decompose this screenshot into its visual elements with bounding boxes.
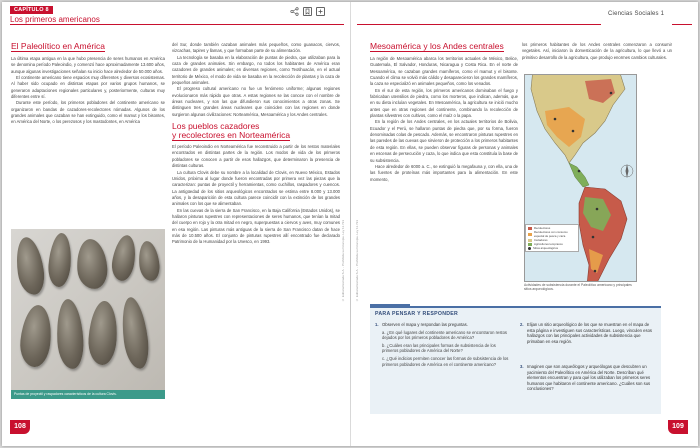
paragraph: La cultura Clovis debe su nombre a la localidad de Clovis, en Nuevo México, Estados Unidos, próxima al lugar donde fueron encontradas por primera vez las piezas que la caracterizan: puntas de proyectil y herramientas, como cuchillos, raspadores y cuencos. La antigüedad de los sitios arqueológicos encontrados se estima entre 8.000 y 13.000 años, y la desaparición de esta cultura parece coincidir con la extinción de los grandes animales con los que se alimentaban. [172,169,340,207]
photo-caption: Puntas de proyectil y raspadores característicos de la cultura Clovis. [11,390,165,399]
stone-tools-photo [11,229,165,390]
book-spread [2,2,698,446]
legend-item: Agricultores tempranos [528,242,576,246]
paragraph: Hace alrededor de 6000 a. C., se extinguió la megafauna y, con ella, una de las fuentes de proteínas más importantes para la alimentación. En este momento, [370,163,518,182]
activity-box [370,306,661,414]
bookmark-icon[interactable] [303,7,312,16]
legend-item: Cazadores [528,238,576,242]
paragraph: En las cuevas de la sierra de San Francisco, en la Baja California (Estados Unidos), se hallaron pinturas rupestres con representaciones de seres humanos, que tenían la mitad del cuerpo en rojo y la otra mitad en negro, superpuestas a ciervos y aves, muy comunes en esa región. Las pinturas más antiguas de la sierra de San Francisco datan de hace más de 10.500 años. El conjunto de pinturas rupestres allí encontrado fue declarado Patrimonio de la Humanidad por la Unesco, en 1993. [172,207,340,245]
section-title: Los pueblos cazadores y recolectores en Norteamérica [172,121,291,141]
stone-point [18,304,54,369]
right-column-1 [370,42,518,183]
paragraph: En la región de los Andes centrales, en los actuales territorios de Bolivia, Ecuador y el Perú, se hallaron puntas de piedra que, por su forma, fueron denominadas colas de pescado. Además, se encontraron pinturas rupestres en las paredes de las cuevas que sirvieron de protección a los primeros habitantes de esta región. En ellas, se pueden observar figuras de personas y animales en escenas de persecución y caza, lo que indica que esta constituía la base de su subsistencia. [370,119,518,163]
stone-point [119,296,152,370]
header-toolbar [290,7,325,16]
paragraph: El progreso cultural americano no fue un fenómeno uniforme; algunas regiones evolucionaron más rápido que otras. A estas regiones se las conoce con el nombre de áreas nucleares, y son las que difundieron sus conocimientos a otras zonas. Se distinguen tres grandes áreas nucleares que coinciden con las regiones en donde surgieron algunas civilizaciones: Norteamérica, Mesoamérica y los Andes centrales. [172,86,340,117]
share-icon[interactable] [290,7,299,16]
map-caption: Actividades de subsistencia durante el Paleolítico americano y principales sitios arqueológicos. [524,283,632,291]
stone-point [87,300,119,366]
paragraph: Durante este período, los primeros pobladores del continente americano se organizaron en bandas de cazadores-recolectores nómadas. Algunos de los grandes animales que cazaban se han extinguido, como el mamut y los bisontes, en América del Norte, o los perezosos y los mastodontes, en América [11,100,165,125]
stone-point [75,238,108,290]
paragraph: los primeros habitantes de los Andes centrales comenzaron a consumir vegetales. Así, iniciaron la domesticación de la agricultura, lo que llevó a un primitivo desarrollo de la agricultura, que produjo enormes cambios culturales. [522,42,672,60]
section-title: Mesoamérica y los Andes centrales [370,41,504,51]
paragraph: La tecnología se basaba en la elaboración de puntas de piedra, que utilizaban para la caza de grandes animales. Sin embargo, no todos los habitantes de América eran cazadores de grandes animales; en diversas regiones, como Teotihuacán, en el actual territorio de México, el modo de vida se basaba en la recolección de plantas y la caza de pequeños animales. [172,54,340,86]
activity-title: PARA PENSAR Y RESPONDER [375,311,459,317]
page-number-left: 108 [10,420,30,434]
paragraph: El continente americano tiene espacios muy diferentes y diversos ecosistemas. Al haber sido ocupado en distintas etapas por varios grupos humanos, se generaron adaptaciones regionales particulares y, posteriormente, culturas muy diferentes entre sí. [11,75,165,100]
legend-item: Recolectores [528,226,576,230]
paragraph: del Sur, donde también cazaban animales más pequeños, como guanacos, ciervos, vizcachas, tapires y llamas, y que formaban parte de su alimentación. [172,42,340,54]
stone-point [47,232,74,288]
stone-point [13,235,47,296]
question-3: 3. Imaginen que son arqueólogos y arqueólogas que descubren un yacimiento del Paleolítico en América del Norte. Describan qué elementos encuentran y para qué los utilizaban los primeros seres humanos que habitaron el continente americano. ¿Cuáles son sus conclusiones? [520,364,651,392]
header-rule-right [357,24,601,25]
add-icon[interactable] [316,7,325,16]
stone-point [137,240,161,282]
question-1: 1. Observen el mapa y respondan las preguntas. a. ¿En qué lugares del continente americano se encontraron restos dejados por los primeros pobladores de América? b. ¿Cuáles eran las principales formas de subsistencia de los primeros pobladores de América del Norte? c. ¿Qué indicios permiten conocer las formas de subsistencia de los primeros pobladores de América en el continente americano? [375,322,509,367]
left-column-2 [172,42,340,246]
stone-point [109,233,139,282]
paragraph: La última etapa antigua en la que hubo presencia de seres humanos en América se denomina período Paleoindio, y comenzó hace aproximadamente 13.600 años, aunque algunas investigaciones señalan su inicio hace alrededor de 50.000 años. [11,56,165,74]
page-gutter [350,2,351,446]
activity-accent [370,304,410,307]
copyright-note: © Editorial Estrada S.A. - Prohibida su fotocopia. Ley 11.723 [355,220,359,302]
left-column-1 [11,42,165,126]
header-rule-right-end [672,24,692,25]
copyright-note: © Editorial Estrada S.A. - Prohibida su fotocopia. Ley 11.723 [341,220,345,302]
chapter-title: Los primeros americanos [10,15,100,24]
map-legend [525,224,579,252]
chapter-tab: CAPÍTULO 8 [10,6,53,14]
paragraph: El período Paleoindio en Norteamérica fue reconstruido a partir de los restos materiales encontrados en distintas partes de la región. Los modos de vida de los primeros pobladores se conocen a partir de esos hallazgos, que determinaron la presencia de distintas culturas. [172,144,340,169]
stone-point [55,298,85,369]
section-title: El Paleolítico en América [11,41,106,51]
legend-item: Sitios arqueológicos [528,246,576,250]
paragraph: La región de Mesoamérica abarca los territorios actuales de México, Belice, Guatemala, El Salvador, Honduras, Nicaragua y Costa Rica. En el norte de Mesoamérica, se cazaban grandes mamíferos, como el mamut y el bisonte. Cuando el clima se volvió más cálido y desaparecieron los grandes mamíferos, la caza se especializó en animales pequeños, como los venados. [370,56,518,87]
paragraph: En el sur de esta región, los primeros americanos dominaban el fuego y fabricaban utensilios de piedra, como los morteros, que indican, además, que en su dieta incluían vegetales. En Mesoamérica, la agricultura se inició mucho antes que en otras regiones del continente, combinando la recolección de plantas silvestres con cultivos, como el maíz o la papa. [370,87,518,119]
header-rule-left [10,24,344,25]
subject-label: Ciencias Sociales 1 [608,11,665,17]
legend-item: Recolectores con consumo especial de pesca y caza [528,230,576,238]
question-2: 2. Elijan un sitio arqueológico de los que se muestran en el mapa de esta página e investiguen sus características. Luego, vinculen esos hallazgos con las principales actividades de subsistencia que primaban en esa región. [520,322,653,344]
page-number-right: 109 [668,420,688,434]
